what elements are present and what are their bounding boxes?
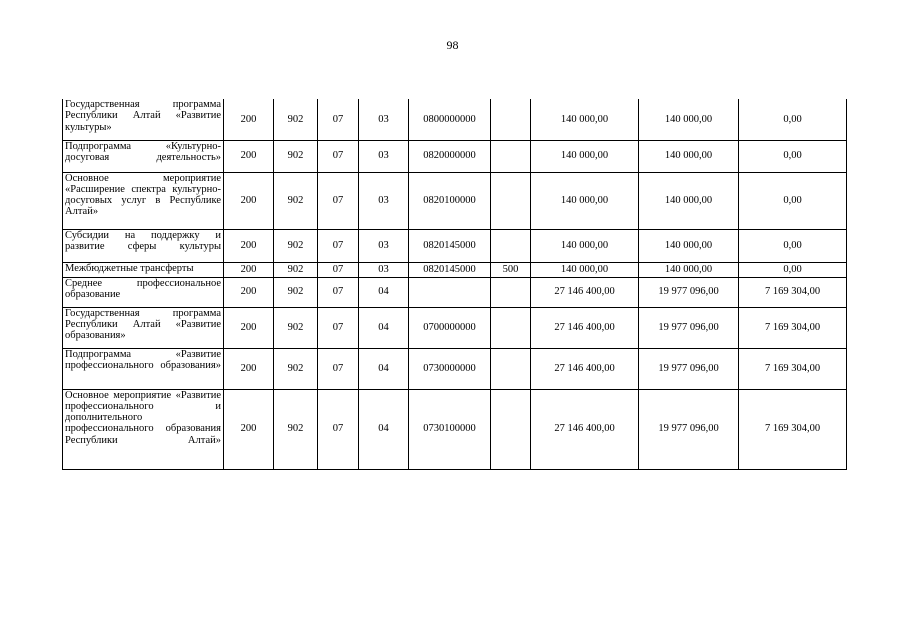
row-name: Подпрограмма «Развитие профессионального образования» — [63, 348, 224, 389]
cell-grbs: 902 — [274, 229, 318, 262]
budget-table — [62, 99, 847, 470]
cell-subsection: 04 — [359, 307, 409, 348]
cell-code: 200 — [224, 307, 274, 348]
cell-sum2: 140 000,00 — [639, 172, 739, 229]
cell-type: 500 — [491, 262, 531, 277]
cell-grbs: 902 — [274, 348, 318, 389]
cell-type — [491, 277, 531, 307]
cell-type — [491, 172, 531, 229]
cell-grbs: 902 — [274, 140, 318, 172]
cell-type — [491, 140, 531, 172]
table-row — [63, 348, 847, 389]
table-row — [63, 172, 847, 229]
cell-target: 0800000000 — [409, 99, 491, 140]
cell-sum3: 0,00 — [739, 99, 847, 140]
row-name: Подпрограмма «Культурно-досуговая деятельность» — [63, 140, 224, 172]
cell-grbs: 902 — [274, 172, 318, 229]
row-name: Государственная программа Республики Алтай «Развитие культуры» — [63, 99, 224, 140]
cell-code: 200 — [224, 348, 274, 389]
cell-target — [409, 277, 491, 307]
table-row — [63, 140, 847, 172]
cell-subsection: 03 — [359, 172, 409, 229]
cell-sum2: 140 000,00 — [639, 262, 739, 277]
cell-code: 200 — [224, 262, 274, 277]
cell-section: 07 — [318, 307, 359, 348]
cell-subsection: 03 — [359, 229, 409, 262]
cell-sum1: 27 146 400,00 — [531, 389, 639, 469]
cell-sum3: 0,00 — [739, 172, 847, 229]
page-number: 98 — [446, 38, 459, 52]
cell-grbs: 902 — [274, 307, 318, 348]
cell-code: 200 — [224, 140, 274, 172]
cell-section: 07 — [318, 140, 359, 172]
cell-target: 0820000000 — [409, 140, 491, 172]
cell-grbs: 902 — [274, 262, 318, 277]
cell-section: 07 — [318, 229, 359, 262]
cell-sum1: 140 000,00 — [531, 262, 639, 277]
cell-type — [491, 99, 531, 140]
cell-target: 0820100000 — [409, 172, 491, 229]
cell-sum3: 7 169 304,00 — [739, 277, 847, 307]
cell-section: 07 — [318, 99, 359, 140]
cell-target: 0820145000 — [409, 229, 491, 262]
cell-sum1: 140 000,00 — [531, 172, 639, 229]
cell-subsection: 04 — [359, 389, 409, 469]
cell-sum2: 19 977 096,00 — [639, 348, 739, 389]
cell-sum3: 0,00 — [739, 262, 847, 277]
cell-code: 200 — [224, 99, 274, 140]
cell-subsection: 03 — [359, 262, 409, 277]
table-row — [63, 229, 847, 262]
cell-sum2: 140 000,00 — [639, 229, 739, 262]
cell-grbs: 902 — [274, 99, 318, 140]
cell-sum3: 7 169 304,00 — [739, 389, 847, 469]
cell-sum3: 0,00 — [739, 140, 847, 172]
cell-sum2: 19 977 096,00 — [639, 389, 739, 469]
cell-sum2: 19 977 096,00 — [639, 307, 739, 348]
cell-code: 200 — [224, 277, 274, 307]
row-name: Государственная программа Республики Алтай «Развитие образования» — [63, 307, 224, 348]
cell-subsection: 04 — [359, 277, 409, 307]
cell-sum2: 140 000,00 — [639, 140, 739, 172]
cell-code: 200 — [224, 229, 274, 262]
cell-type — [491, 229, 531, 262]
row-name: Основное мероприятие «Развитие профессионального и дополнительного профессионального образования Республики Алтай» — [63, 389, 224, 469]
cell-section: 07 — [318, 172, 359, 229]
cell-type — [491, 348, 531, 389]
cell-sum3: 0,00 — [739, 229, 847, 262]
cell-subsection: 03 — [359, 140, 409, 172]
row-name: Межбюджетные трансферты — [63, 262, 224, 277]
cell-sum3: 7 169 304,00 — [739, 348, 847, 389]
cell-section: 07 — [318, 389, 359, 469]
cell-sum1: 27 146 400,00 — [531, 307, 639, 348]
cell-code: 200 — [224, 172, 274, 229]
row-name: Основное мероприятие «Расширение спектра культурно-досуговых услуг в Республике Алтай» — [63, 172, 224, 229]
cell-sum1: 140 000,00 — [531, 99, 639, 140]
cell-code: 200 — [224, 389, 274, 469]
table-row — [63, 307, 847, 348]
cell-sum1: 27 146 400,00 — [531, 348, 639, 389]
cell-sum2: 19 977 096,00 — [639, 277, 739, 307]
cell-target: 0730100000 — [409, 389, 491, 469]
table-row — [63, 389, 847, 469]
table-row — [63, 99, 847, 140]
cell-subsection: 03 — [359, 99, 409, 140]
cell-grbs: 902 — [274, 389, 318, 469]
cell-target: 0730000000 — [409, 348, 491, 389]
cell-type — [491, 389, 531, 469]
row-name: Субсидии на поддержку и развитие сферы культуры — [63, 229, 224, 262]
cell-target: 0820145000 — [409, 262, 491, 277]
cell-section: 07 — [318, 262, 359, 277]
cell-section: 07 — [318, 277, 359, 307]
row-name: Среднее профессиональное образование — [63, 277, 224, 307]
cell-sum2: 140 000,00 — [639, 99, 739, 140]
cell-sum1: 140 000,00 — [531, 140, 639, 172]
table-row — [63, 277, 847, 307]
cell-sum1: 140 000,00 — [531, 229, 639, 262]
cell-grbs: 902 — [274, 277, 318, 307]
cell-subsection: 04 — [359, 348, 409, 389]
cell-sum1: 27 146 400,00 — [531, 277, 639, 307]
cell-sum3: 7 169 304,00 — [739, 307, 847, 348]
cell-section: 07 — [318, 348, 359, 389]
cell-target: 0700000000 — [409, 307, 491, 348]
table-row — [63, 262, 847, 277]
cell-type — [491, 307, 531, 348]
